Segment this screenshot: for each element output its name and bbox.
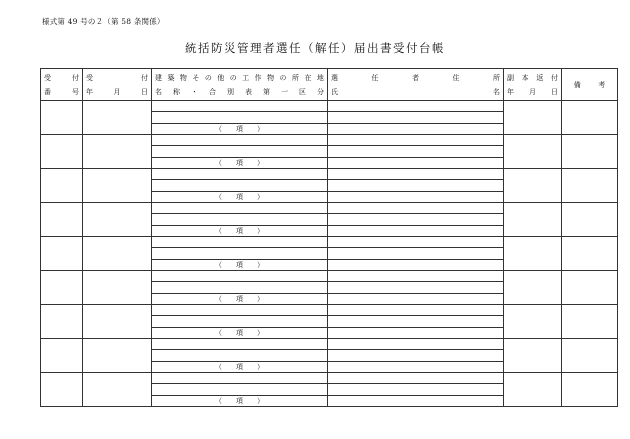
remarks-cell[interactable]: [562, 101, 618, 135]
manager-line-cell[interactable]: [328, 361, 504, 372]
item-label: （ 項 ）: [215, 328, 264, 337]
copy-return-date-cell[interactable]: [504, 134, 562, 168]
manager-line-cell[interactable]: [328, 395, 504, 406]
receipt-number-cell[interactable]: [41, 338, 83, 372]
manager-line-cell[interactable]: [328, 191, 504, 202]
building-item-cell[interactable]: [152, 293, 328, 304]
manager-line-cell[interactable]: [328, 259, 504, 270]
item-label: （ 項 ）: [215, 260, 264, 269]
ledger-record-row: [41, 304, 618, 315]
building-line-cell[interactable]: [152, 134, 328, 145]
manager-line-cell[interactable]: [328, 134, 504, 145]
building-line-cell[interactable]: [152, 180, 328, 191]
copy-return-date-cell[interactable]: [504, 236, 562, 270]
manager-line-cell[interactable]: [328, 202, 504, 213]
receipt-number-cell[interactable]: [41, 202, 83, 236]
building-line-cell[interactable]: [152, 101, 328, 112]
receipt-number-cell[interactable]: [41, 101, 83, 135]
building-line-cell[interactable]: [152, 270, 328, 281]
header-building-location: 建 築 物 そ の 他 の 工 作 物 の 所 在 地 名 称 ・ 合 別 表 第 一 区 分: [152, 69, 328, 101]
ledger-record-row: [41, 372, 618, 383]
building-item-cell[interactable]: [152, 225, 328, 236]
building-line-cell[interactable]: [152, 304, 328, 315]
manager-line-cell[interactable]: [328, 282, 504, 293]
building-item-cell[interactable]: [152, 395, 328, 406]
building-line-cell[interactable]: [152, 384, 328, 395]
ledger-record-row: [41, 338, 618, 349]
building-line-cell[interactable]: [152, 338, 328, 349]
manager-line-cell[interactable]: [328, 327, 504, 338]
receipt-number-cell[interactable]: [41, 270, 83, 304]
manager-line-cell[interactable]: [328, 168, 504, 179]
receipt-number-cell[interactable]: [41, 372, 83, 406]
manager-line-cell[interactable]: [328, 304, 504, 315]
building-line-cell[interactable]: [152, 372, 328, 383]
manager-line-cell[interactable]: [328, 214, 504, 225]
remarks-cell[interactable]: [562, 236, 618, 270]
copy-return-date-cell[interactable]: [504, 270, 562, 304]
manager-line-cell[interactable]: [328, 316, 504, 327]
manager-line-cell[interactable]: [328, 384, 504, 395]
building-line-cell[interactable]: [152, 248, 328, 259]
building-item-cell[interactable]: [152, 123, 328, 134]
receipt-number-cell[interactable]: [41, 304, 83, 338]
remarks-cell[interactable]: [562, 134, 618, 168]
item-label: （ 項 ）: [215, 294, 264, 303]
manager-line-cell[interactable]: [328, 236, 504, 247]
ledger-record-row: [41, 202, 618, 213]
receipt-date-cell[interactable]: [83, 372, 152, 406]
header-remarks: 備 考: [562, 69, 618, 101]
copy-return-date-cell[interactable]: [504, 304, 562, 338]
manager-line-cell[interactable]: [328, 248, 504, 259]
manager-line-cell[interactable]: [328, 157, 504, 168]
manager-line-cell[interactable]: [328, 123, 504, 134]
remarks-cell[interactable]: [562, 304, 618, 338]
remarks-cell[interactable]: [562, 168, 618, 202]
document-title: 統括防災管理者選任（解任）届出書受付台帳: [185, 41, 445, 55]
receipt-number-cell[interactable]: [41, 134, 83, 168]
remarks-cell[interactable]: [562, 372, 618, 406]
building-line-cell[interactable]: [152, 202, 328, 213]
header-receipt-number: 受 付 番 号: [41, 69, 83, 101]
manager-line-cell[interactable]: [328, 101, 504, 112]
copy-return-date-cell[interactable]: [504, 338, 562, 372]
building-line-cell[interactable]: [152, 282, 328, 293]
manager-line-cell[interactable]: [328, 338, 504, 349]
building-line-cell[interactable]: [152, 316, 328, 327]
receipt-date-cell[interactable]: [83, 134, 152, 168]
building-line-cell[interactable]: [152, 236, 328, 247]
building-item-cell[interactable]: [152, 157, 328, 168]
ledger-record-row: [41, 168, 618, 179]
item-label: （ 項 ）: [215, 158, 264, 167]
ledger-record-row: [41, 270, 618, 281]
item-label: （ 項 ）: [215, 192, 264, 201]
copy-return-date-cell[interactable]: [504, 372, 562, 406]
header-receipt-date: 受 付 年 月 日: [83, 69, 152, 101]
building-line-cell[interactable]: [152, 214, 328, 225]
building-item-cell[interactable]: [152, 259, 328, 270]
header-row: [41, 69, 618, 101]
header-appointed-person: 選 任 者 住 所 氏 名: [328, 69, 504, 101]
ledger-record-row: [41, 101, 618, 112]
form-number: 様式第 49 号の２（第 58 条関係）: [42, 17, 165, 26]
building-line-cell[interactable]: [152, 350, 328, 361]
manager-line-cell[interactable]: [328, 270, 504, 281]
item-label: （ 項 ）: [215, 396, 264, 405]
building-item-cell[interactable]: [152, 191, 328, 202]
building-item-cell[interactable]: [152, 361, 328, 372]
item-label: （ 項 ）: [215, 226, 264, 235]
building-line-cell[interactable]: [152, 146, 328, 157]
copy-return-date-cell[interactable]: [504, 168, 562, 202]
ledger-record-row: [41, 134, 618, 145]
manager-line-cell[interactable]: [328, 146, 504, 157]
header-copy-return-date: 副 本 返 付 年 月 日: [504, 69, 562, 101]
manager-line-cell[interactable]: [328, 350, 504, 361]
receipt-date-cell[interactable]: [83, 202, 152, 236]
remarks-cell[interactable]: [562, 338, 618, 372]
receipt-date-cell[interactable]: [83, 236, 152, 270]
receipt-number-cell[interactable]: [41, 236, 83, 270]
ledger-record-row: [41, 236, 618, 247]
manager-line-cell[interactable]: [328, 112, 504, 123]
building-item-cell[interactable]: [152, 327, 328, 338]
copy-return-date-cell[interactable]: [504, 202, 562, 236]
item-label: （ 項 ）: [215, 362, 264, 371]
receipt-date-cell[interactable]: [83, 101, 152, 135]
manager-line-cell[interactable]: [328, 180, 504, 191]
remarks-cell[interactable]: [562, 202, 618, 236]
manager-line-cell[interactable]: [328, 293, 504, 304]
receipt-number-cell[interactable]: [41, 168, 83, 202]
receipt-date-cell[interactable]: [83, 168, 152, 202]
receipt-date-cell[interactable]: [83, 338, 152, 372]
manager-line-cell[interactable]: [328, 372, 504, 383]
receipt-ledger-table: [40, 68, 618, 407]
receipt-date-cell[interactable]: [83, 304, 152, 338]
receipt-date-cell[interactable]: [83, 270, 152, 304]
remarks-cell[interactable]: [562, 270, 618, 304]
building-line-cell[interactable]: [152, 112, 328, 123]
item-label: （ 項 ）: [215, 124, 264, 133]
building-line-cell[interactable]: [152, 168, 328, 179]
manager-line-cell[interactable]: [328, 225, 504, 236]
copy-return-date-cell[interactable]: [504, 101, 562, 135]
